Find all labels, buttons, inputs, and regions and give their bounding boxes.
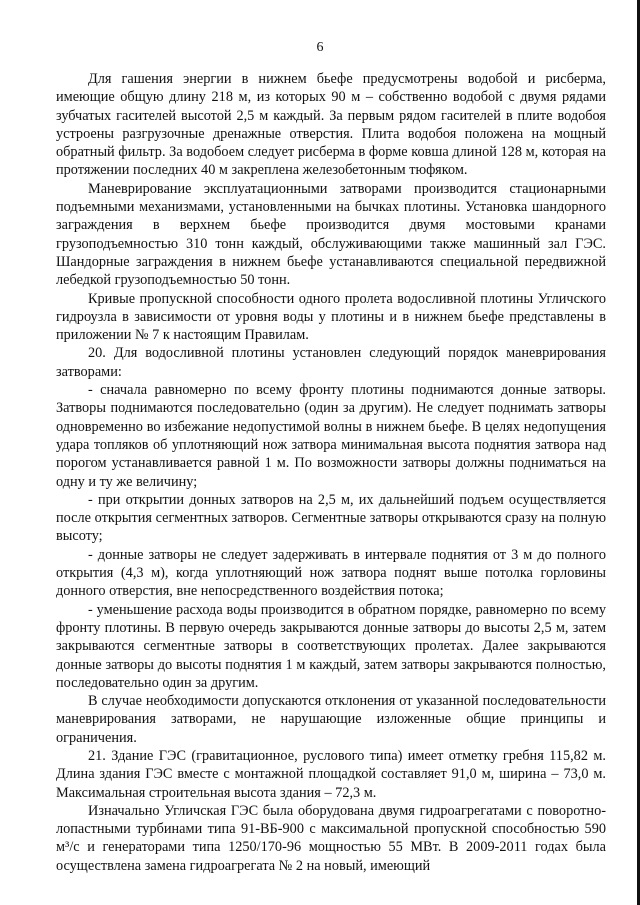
list-item-segment-gates: - при открытии донных затворов на 2,5 м, их дальнейший подъем осуществляется после открытия сегментных затворов. Сегментные затворы открываются сразу на полную высоту; xyxy=(56,491,606,545)
paragraph-discharge-curves: Кривые пропускной способности одного пролета водосливной плотины Угличского гидроузла в зависимости от уровня воды у плотины и в нижнем бьефе представлены в приложении № 7 к настоящим Правилам. xyxy=(56,290,606,344)
page-number: 6 xyxy=(316,40,324,55)
list-item-raise-bottom-gates: - сначала равномерно по всему фронту плотины поднимаются донные затворы. Затворы поднимаются последовательно (один за другим). Не следует поднимать затворы одновременно во избежание недопустимой волны в нижнем бьефе. В целях недопущения удара топляков об уплотняющий нож затвора минимальная высота поднятия затвора над порогом устанавливается равной 1 м. По возможности затворы должны подниматься на одну и ту же величину; xyxy=(56,382,606,490)
paragraph-hydro-units: Изначально Угличская ГЭС была оборудована двумя гидроагрегатами с поворотно-лопастными турбинами типа 91-ВБ-900 с максимальной пропускной способностью 590 м³/с и генераторами типа 1250/170-96 мощностью 55 МВт. В 2009-2011 годах была осуществлена замена гидроагрегата № 2 на новый, имеющий xyxy=(56,802,606,874)
paragraph-deviations: В случае необходимости допускаются отклонения от указанной последовательности маневрирования затворами, не нарушающие изложенные общие принципы и ограничения. xyxy=(56,693,606,746)
paragraph-item-20: 20. Для водосливной плотины установлен следующий порядок маневрирования затворами: xyxy=(56,345,606,380)
document-body xyxy=(56,70,606,875)
paragraph-gate-operation: Маневрирование эксплуатационными затворами производится стационарными подъемными механизмами, установленными на бычках плотины. Установка шандорного заграждения в верхнем бьефе производится двумя мостовыми кранами грузоподъемностью 310 тонн каждый, обслуживающими также машинный зал ГЭС. Шандорные заграждения в нижнем бьефе устанавливаются специальной передвижной лебедкой грузоподъемностью 50 тонн. xyxy=(56,180,606,289)
list-item-reduce-flow: - уменьшение расхода воды производится в обратном порядке, равномерно по всему фронту плотины. В первую очередь закрываются донные затворы до высоты 2,5 м, затем закрываются сегментные затворы в соответствующих пролетах. Далее закрываются донные затворы до высоты поднятия 1 м каждый, затем затворы закрываются полностью, последовательно один за другим. xyxy=(56,601,606,691)
paragraph-energy-dissipation: Для гашения энергии в нижнем бьефе предусмотрены водобой и рисберма, имеющие общую длину 218 м, из которых 90 м – собственно водобой с двумя рядами зубчатых гасителей высотой 2,5 м каждый. За первым рядом гасителей в плите водобоя устроены разгрузочные дренажные отверстия. Плита водобоя положена на мощный обратный фильтр. За водобоем следует рисберма в форме ковша длиной 128 м, которая на протяжении последних 40 м закреплена железобетонным тюфяком. xyxy=(56,71,606,179)
paragraph-item-21: 21. Здание ГЭС (гравитационное, руслового типа) имеет отметку гребня 115,82 м. Длина здания ГЭС вместе с монтажной площадкой составляет 91,0 м, ширина – 73,0 м. Максимальная строительная высота здания – 72,3 м. xyxy=(56,747,606,801)
list-item-hold-interval: - донные затворы не следует задерживать в интервале поднятия от 3 м до полного открытия (4,3 м), когда уплотняющий нож затвора поднят выше потолка горловины донного отверстия, вне непосредственного воздействия потока; xyxy=(56,546,606,600)
